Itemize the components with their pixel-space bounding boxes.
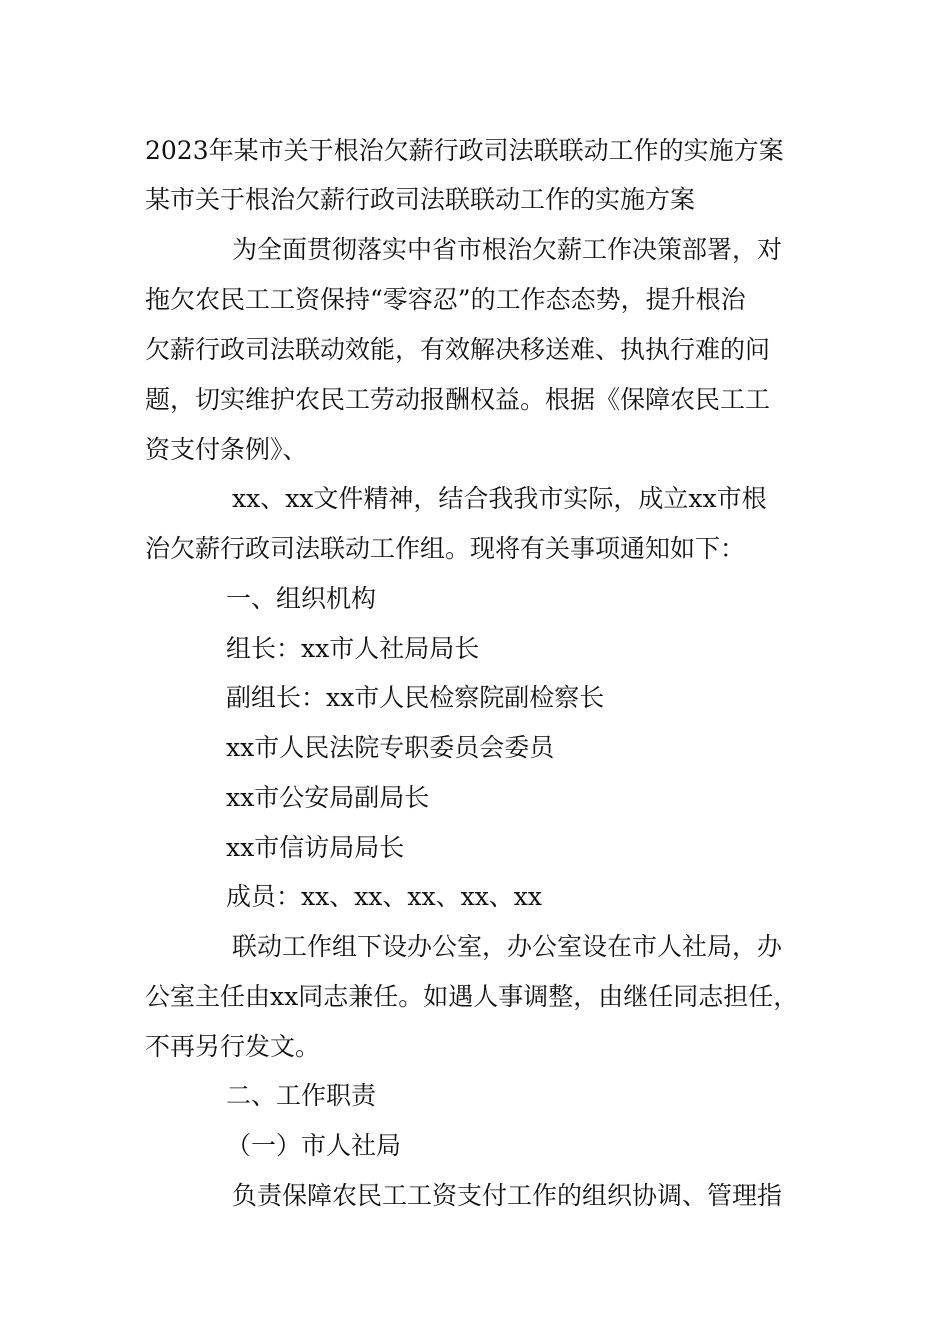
paragraph-line: xx、xx文件精神，结合我我市实际，成立xx市根 bbox=[232, 484, 767, 513]
org-line: 副组长：xx市人民检察院副检察长 bbox=[226, 683, 605, 712]
paragraph-line: 题，切实维护农民工劳动报酬权益。根据《保障农民工工 bbox=[145, 385, 771, 414]
section-heading: 二、工作职责 bbox=[226, 1081, 377, 1110]
paragraph-line: 拖欠农民工工资保持“零容忍”的工作态态势，提升根治 bbox=[145, 285, 746, 314]
paragraph-line: 为全面贯彻落实中省市根治欠薪工作决策部署，对 bbox=[232, 235, 783, 264]
paragraph-line: 负责保障农民工工资支付工作的组织协调、管理指 bbox=[232, 1181, 783, 1210]
subsection-heading: （一）市人社局 bbox=[226, 1131, 402, 1160]
section-heading: 一、组织机构 bbox=[226, 584, 377, 613]
paragraph-line: 资支付条例》、 bbox=[145, 435, 308, 464]
org-line: xx市信访局局长 bbox=[226, 833, 405, 862]
document-subtitle: 某市关于根治欠薪行政司法联联动工作的实施方案 bbox=[145, 185, 696, 214]
org-line: 组长：xx市人社局局长 bbox=[226, 634, 480, 663]
paragraph-line: 治欠薪行政司法联动工作组。现将有关事项通知如下： bbox=[145, 534, 746, 563]
org-line: xx市人民法院专职委员会委员 bbox=[226, 733, 555, 762]
paragraph-line: 公室主任由xx同志兼任。如遇人事调整，由继任同志担任， bbox=[145, 982, 799, 1011]
org-line: 成员：xx、xx、xx、xx、xx bbox=[226, 882, 542, 911]
paragraph-line: 联动工作组下设办公室，办公室设在市人社局，办 bbox=[232, 932, 783, 961]
document-title: 2023年某市关于根治欠薪行政司法联联动工作的实施方案 bbox=[145, 136, 784, 165]
paragraph-line: 欠薪行政司法联动效能，有效解决移送难、执执行难的问 bbox=[145, 335, 771, 364]
paragraph-line: 不再另行发文。 bbox=[145, 1032, 321, 1061]
org-line: xx市公安局副局长 bbox=[226, 783, 430, 812]
